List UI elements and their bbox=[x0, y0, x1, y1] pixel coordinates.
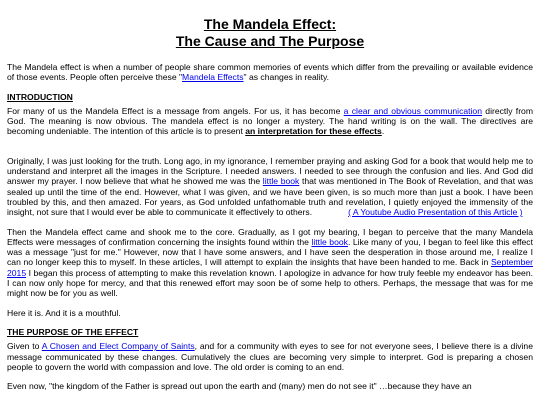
mandela-effects-link[interactable]: Mandela Effects bbox=[182, 72, 244, 83]
page-title-line-1: The Mandela Effect: bbox=[203, 16, 337, 32]
then-paragraph bbox=[7, 227, 533, 299]
introduction-text-1: For many of us the Mandela Effect is a message from angels. For us, it has become bbox=[7, 105, 344, 116]
purpose-text-2: , and for a community with eyes to see for not everyone sees, I believe there is a divine message communicated by these changes. Cumulatively the clues are becoming very simple to interpret. God is preparing a chosen people to govern the world with compassion and love. The old order is coming to an end. bbox=[7, 341, 533, 372]
origin-text-2: that was mentioned in The Book of Revelation, and that was sealed up until the time of the end. However, what I was given, and we have been given, is so much more than just a book. I have been troubled by this, and then amazed. For years, as God unfolded unfathomable truth and revelation, I quietly enjoyed the immensity of the insight, not sure that I would ever be able to communicate it effectively to others. bbox=[7, 176, 533, 218]
introduction-text-3: . bbox=[381, 126, 385, 137]
then-text-3: I began this process of attempting to make this revelation known. I apologize in advance for how truly feeble my endeavor has been. I can now only hope for mercy, and that this renewed effort may soon be of some help to others. Perhaps, the message that was for me might now be for you as well. bbox=[7, 267, 533, 299]
origin-text-1: Originally, I was just looking for the truth. Long ago, in my ignorance, I remember praying and asking God for a book that would help me to understand and interpret all the images in the Scripture. I needed answers. I needed to see through the confusion and lies. And God did answer my prayer. I now believe that what he showed me was the bbox=[7, 155, 533, 187]
then-text-2: . Like many of you, I began to feel like this effect was a message "just for me." However, now that I have some answers, and I have seen the desperation in those around me, I realize I can no longer keep this to myself. In these articles, I will attempt to explain the insights that have been handed to me. Back in bbox=[7, 236, 533, 268]
purpose-heading: THE PURPOSE OF THE EFFECT bbox=[7, 326, 139, 337]
interpretation-emphasis: an interpretation for these effects bbox=[245, 126, 382, 137]
chosen-company-link[interactable]: A Chosen and Elect Company of Saints bbox=[41, 341, 195, 352]
introduction-paragraph bbox=[7, 106, 533, 137]
page-title bbox=[7, 16, 533, 50]
purpose-text-1: Given to bbox=[7, 341, 42, 352]
september-2015-link[interactable]: September 2015 bbox=[7, 257, 533, 278]
introduction-text-2: directly from God. The meaning is now obvious. The mandela effect is no longer a mystery. The hand writing is on the wall. The directives are becoming undeniable. The intention of this article is to present bbox=[7, 105, 533, 137]
little-book-link[interactable]: little book bbox=[262, 176, 300, 187]
spacer bbox=[7, 146, 533, 156]
intro-text-1: The Mandela effect is when a number of people share common memories of events which differ from the prevailing or available evidence of those events. People often perceive these " bbox=[7, 62, 533, 83]
cutoff-paragraph: Even now, "the kingdom of the Father is spread out upon the earth and (many) men do not see it" …because they have an bbox=[7, 381, 472, 392]
introduction-heading: INTRODUCTION bbox=[7, 91, 73, 102]
page-title-line-2: The Cause and The Purpose bbox=[175, 33, 365, 49]
then-text-1: Then the Mandela effect came and shook me to the core. Gradually, as I got my bearing, I began to perceive that the many Mandela Effects were messages of confirmation concerning the insights found within the bbox=[7, 226, 533, 247]
intro-paragraph bbox=[7, 62, 533, 83]
intro-text-2: " as changes in reality. bbox=[243, 72, 330, 83]
origin-paragraph bbox=[7, 156, 533, 218]
purpose-paragraph bbox=[7, 341, 533, 372]
youtube-audio-link[interactable]: ( A Youtube Audio Presentation of this Article ) bbox=[348, 207, 523, 218]
little-book-link-2[interactable]: little book bbox=[311, 236, 348, 247]
clear-communication-link[interactable]: a clear and obvious communication bbox=[343, 105, 482, 116]
mouthful-paragraph: Here it is. And it is a mouthful. bbox=[7, 307, 121, 318]
